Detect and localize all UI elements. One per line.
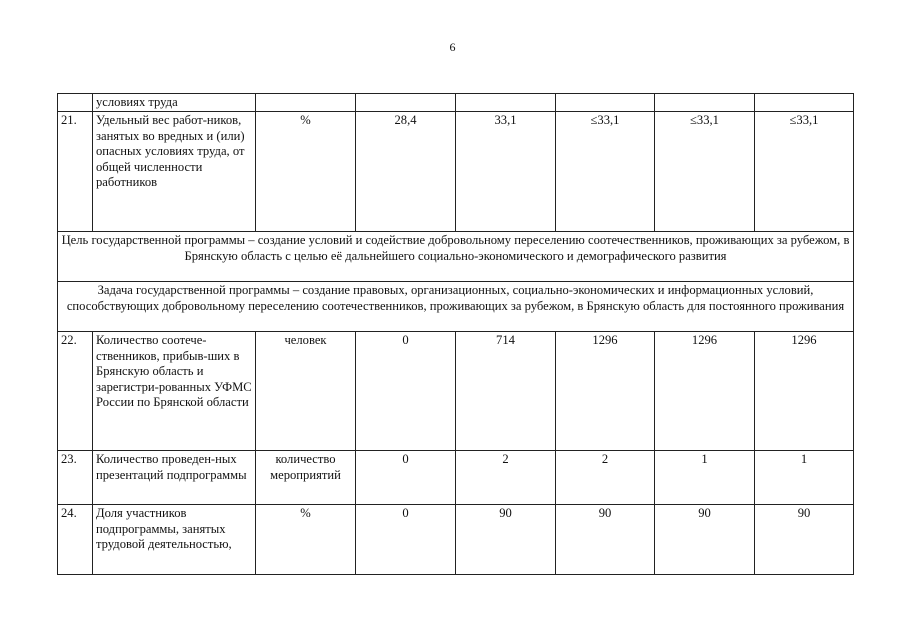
row-number: 24. [58, 505, 93, 575]
table-row [58, 505, 854, 575]
indicators-table [57, 93, 854, 575]
unit-cell: количество мероприятий [256, 451, 356, 505]
unit-cell [256, 94, 356, 112]
value-cell: 90 [755, 505, 854, 575]
indicator-name: Количество соотече-ственников, прибыв-ших в Брянскую область и зарегистри-рованных УФМС России по Брянской области [93, 332, 256, 451]
page-number: 6 [449, 40, 456, 54]
value-cell: 1296 [755, 332, 854, 451]
value-cell: 90 [556, 505, 655, 575]
value-cell: 714 [456, 332, 556, 451]
value-cell [755, 94, 854, 112]
value-cell: 1 [755, 451, 854, 505]
value-cell [655, 94, 755, 112]
table-row [58, 94, 854, 112]
table-row [58, 112, 854, 232]
value-cell: 0 [356, 451, 456, 505]
goal-row [58, 232, 854, 282]
value-cell: 1 [655, 451, 755, 505]
value-cell: 90 [456, 505, 556, 575]
program-task-text: Задача государственной программы – создание правовых, организационных, социально-экономических и информационных условий, способствующих добровольному переселению соотечественников, проживающих за рубежом, в Брянскую область для постоянного проживания [58, 282, 854, 332]
value-cell: 1296 [655, 332, 755, 451]
indicator-name: условиях труда [93, 94, 256, 112]
row-number [58, 94, 93, 112]
row-number: 22. [58, 332, 93, 451]
value-cell: ≤33,1 [655, 112, 755, 232]
unit-cell: % [256, 112, 356, 232]
indicator-name: Доля участников подпрограммы, занятых трудовой деятельностью, [93, 505, 256, 575]
unit-cell: человек [256, 332, 356, 451]
unit-cell: % [256, 505, 356, 575]
indicator-name: Количество проведен-ных презентаций подпрограммы [93, 451, 256, 505]
value-cell: ≤33,1 [755, 112, 854, 232]
value-cell [356, 94, 456, 112]
value-cell: 2 [556, 451, 655, 505]
value-cell [456, 94, 556, 112]
value-cell [556, 94, 655, 112]
value-cell: 2 [456, 451, 556, 505]
value-cell: 0 [356, 505, 456, 575]
value-cell: 33,1 [456, 112, 556, 232]
value-cell: 1296 [556, 332, 655, 451]
task-row [58, 282, 854, 332]
value-cell: ≤33,1 [556, 112, 655, 232]
row-number: 23. [58, 451, 93, 505]
indicator-name: Удельный вес работ-ников, занятых во вредных и (или) опасных условиях труда, от общей численности работников [93, 112, 256, 232]
value-cell: 28,4 [356, 112, 456, 232]
table-row [58, 332, 854, 451]
value-cell: 0 [356, 332, 456, 451]
row-number: 21. [58, 112, 93, 232]
table-row [58, 451, 854, 505]
value-cell: 90 [655, 505, 755, 575]
program-goal-text: Цель государственной программы – создание условий и содействие добровольному переселению соотечественников, проживающих за рубежом, в Брянскую область с целью её дальнейшего социально-экономического и демографического развития [58, 232, 854, 282]
